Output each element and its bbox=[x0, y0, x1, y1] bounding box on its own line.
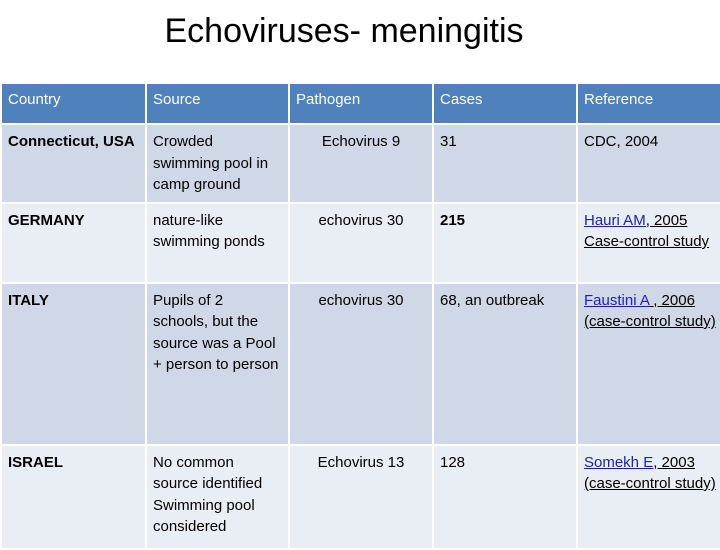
pathogen-cell: Echovirus 13 bbox=[289, 445, 433, 549]
reference-cell bbox=[577, 283, 720, 445]
cases-cell: 215 bbox=[433, 203, 577, 283]
table-row bbox=[1, 203, 720, 283]
reference-cell bbox=[577, 203, 720, 283]
reference-link[interactable]: Somekh E bbox=[584, 453, 654, 471]
pathogen-cell: echovirus 30 bbox=[289, 203, 433, 283]
country-cell: ITALY bbox=[1, 283, 146, 445]
table-header-row bbox=[1, 83, 720, 124]
reference-text: CDC, 2004 bbox=[584, 133, 659, 150]
table-row bbox=[1, 445, 720, 549]
table-row bbox=[1, 124, 720, 203]
source-cell: nature-like swimming ponds bbox=[146, 203, 289, 283]
reference-text: , 2006 (case-control study) bbox=[584, 291, 716, 330]
source-cell: No common source identified Swimming pool considered bbox=[146, 445, 289, 549]
reference-link[interactable]: Faustini A bbox=[584, 291, 650, 309]
pathogen-cell: Echovirus 9 bbox=[289, 124, 433, 203]
reference-link[interactable]: Hauri AM bbox=[584, 211, 646, 229]
header-country: Country bbox=[1, 83, 146, 124]
cases-cell: 128 bbox=[433, 445, 577, 549]
header-source: Source bbox=[146, 83, 289, 124]
header-cases: Cases bbox=[433, 83, 577, 124]
cases-cell: 68, an outbreak bbox=[433, 283, 577, 445]
slide-title: Echoviruses- meningitis bbox=[164, 12, 524, 50]
source-cell: Crowded swimming pool in camp ground bbox=[146, 124, 289, 203]
header-pathogen: Pathogen bbox=[289, 83, 433, 124]
country-cell: ISRAEL bbox=[1, 445, 146, 549]
echovirus-table bbox=[0, 82, 720, 550]
reference-cell bbox=[577, 124, 720, 203]
cases-cell: 31 bbox=[433, 124, 577, 203]
country-cell: Connecticut, USA bbox=[1, 124, 146, 203]
reference-text: , 2003 (case-control study) bbox=[584, 453, 716, 492]
reference-text: , 2005 Case-control study bbox=[584, 211, 710, 250]
source-cell: Pupils of 2 schools, but the source was a Pool + person to person bbox=[146, 283, 289, 445]
country-cell: GERMANY bbox=[1, 203, 146, 283]
reference-cell bbox=[577, 445, 720, 549]
table-row bbox=[1, 283, 720, 445]
pathogen-cell: echovirus 30 bbox=[289, 283, 433, 445]
header-reference: Reference bbox=[577, 83, 720, 124]
